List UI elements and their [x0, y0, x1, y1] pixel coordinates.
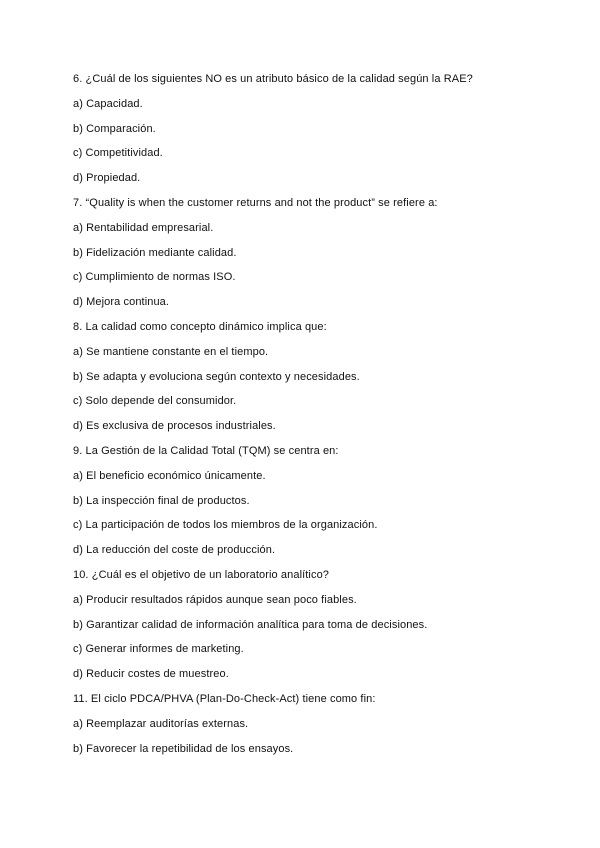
question-7-option-d: d) Mejora continua. — [73, 296, 170, 309]
question-11-option-b: b) Favorecer la repetibilidad de los ensayos. — [73, 742, 294, 755]
question-11-option-a: a) Reemplazar auditorías externas. — [73, 717, 249, 730]
question-10-option-c: c) Generar informes de marketing. — [73, 643, 244, 656]
question-8-option-b: b) Se adapta y evoluciona según contexto y necesidades. — [73, 370, 360, 383]
question-8: 8. La calidad como concepto dinámico implica que: — [73, 320, 327, 333]
question-9: 9. La Gestión de la Calidad Total (TQM) se centra en: — [73, 444, 339, 457]
question-11: 11. El ciclo PDCA/PHVA (Plan-Do-Check-Act) tiene como fin: — [73, 692, 376, 705]
question-list — [73, 71, 543, 765]
question-10-option-a: a) Producir resultados rápidos aunque sean poco fiables. — [73, 593, 357, 606]
question-6: 6. ¿Cuál de los siguientes NO es un atributo básico de la calidad según la RAE? — [73, 73, 473, 85]
question-7-option-a: a) Rentabilidad empresarial. — [73, 221, 214, 234]
question-8-option-c: c) Solo depende del consumidor. — [73, 395, 237, 408]
question-10-option-d: d) Reducir costes de muestreo. — [73, 668, 229, 681]
question-8-option-d: d) Es exclusiva de procesos industriales. — [73, 420, 276, 433]
question-7: 7. “Quality is when the customer returns and not the product” se refiere a: — [73, 196, 438, 209]
question-10-option-b: b) Garantizar calidad de información analítica para toma de decisiones. — [73, 618, 428, 631]
question-9-option-d: d) La reducción del coste de producción. — [73, 544, 276, 557]
question-10: 10. ¿Cuál es el objetivo de un laboratorio analítico? — [73, 568, 330, 581]
question-6-option-d: d) Propiedad. — [73, 172, 141, 185]
question-9-option-a: a) El beneficio económico únicamente. — [73, 469, 266, 482]
question-9-option-b: b) La inspección final de productos. — [73, 494, 250, 507]
question-8-option-a: a) Se mantiene constante en el tiempo. — [73, 345, 269, 358]
question-7-option-b: b) Fidelización mediante calidad. — [73, 246, 237, 259]
question-6-option-a: a) Capacidad. — [73, 97, 143, 110]
question-7-option-c: c) Cumplimiento de normas ISO. — [73, 271, 236, 284]
question-9-option-c: c) La participación de todos los miembros de la organización. — [73, 519, 378, 532]
question-6-option-b: b) Comparación. — [73, 122, 156, 135]
question-6-option-c: c) Competitividad. — [73, 147, 163, 160]
